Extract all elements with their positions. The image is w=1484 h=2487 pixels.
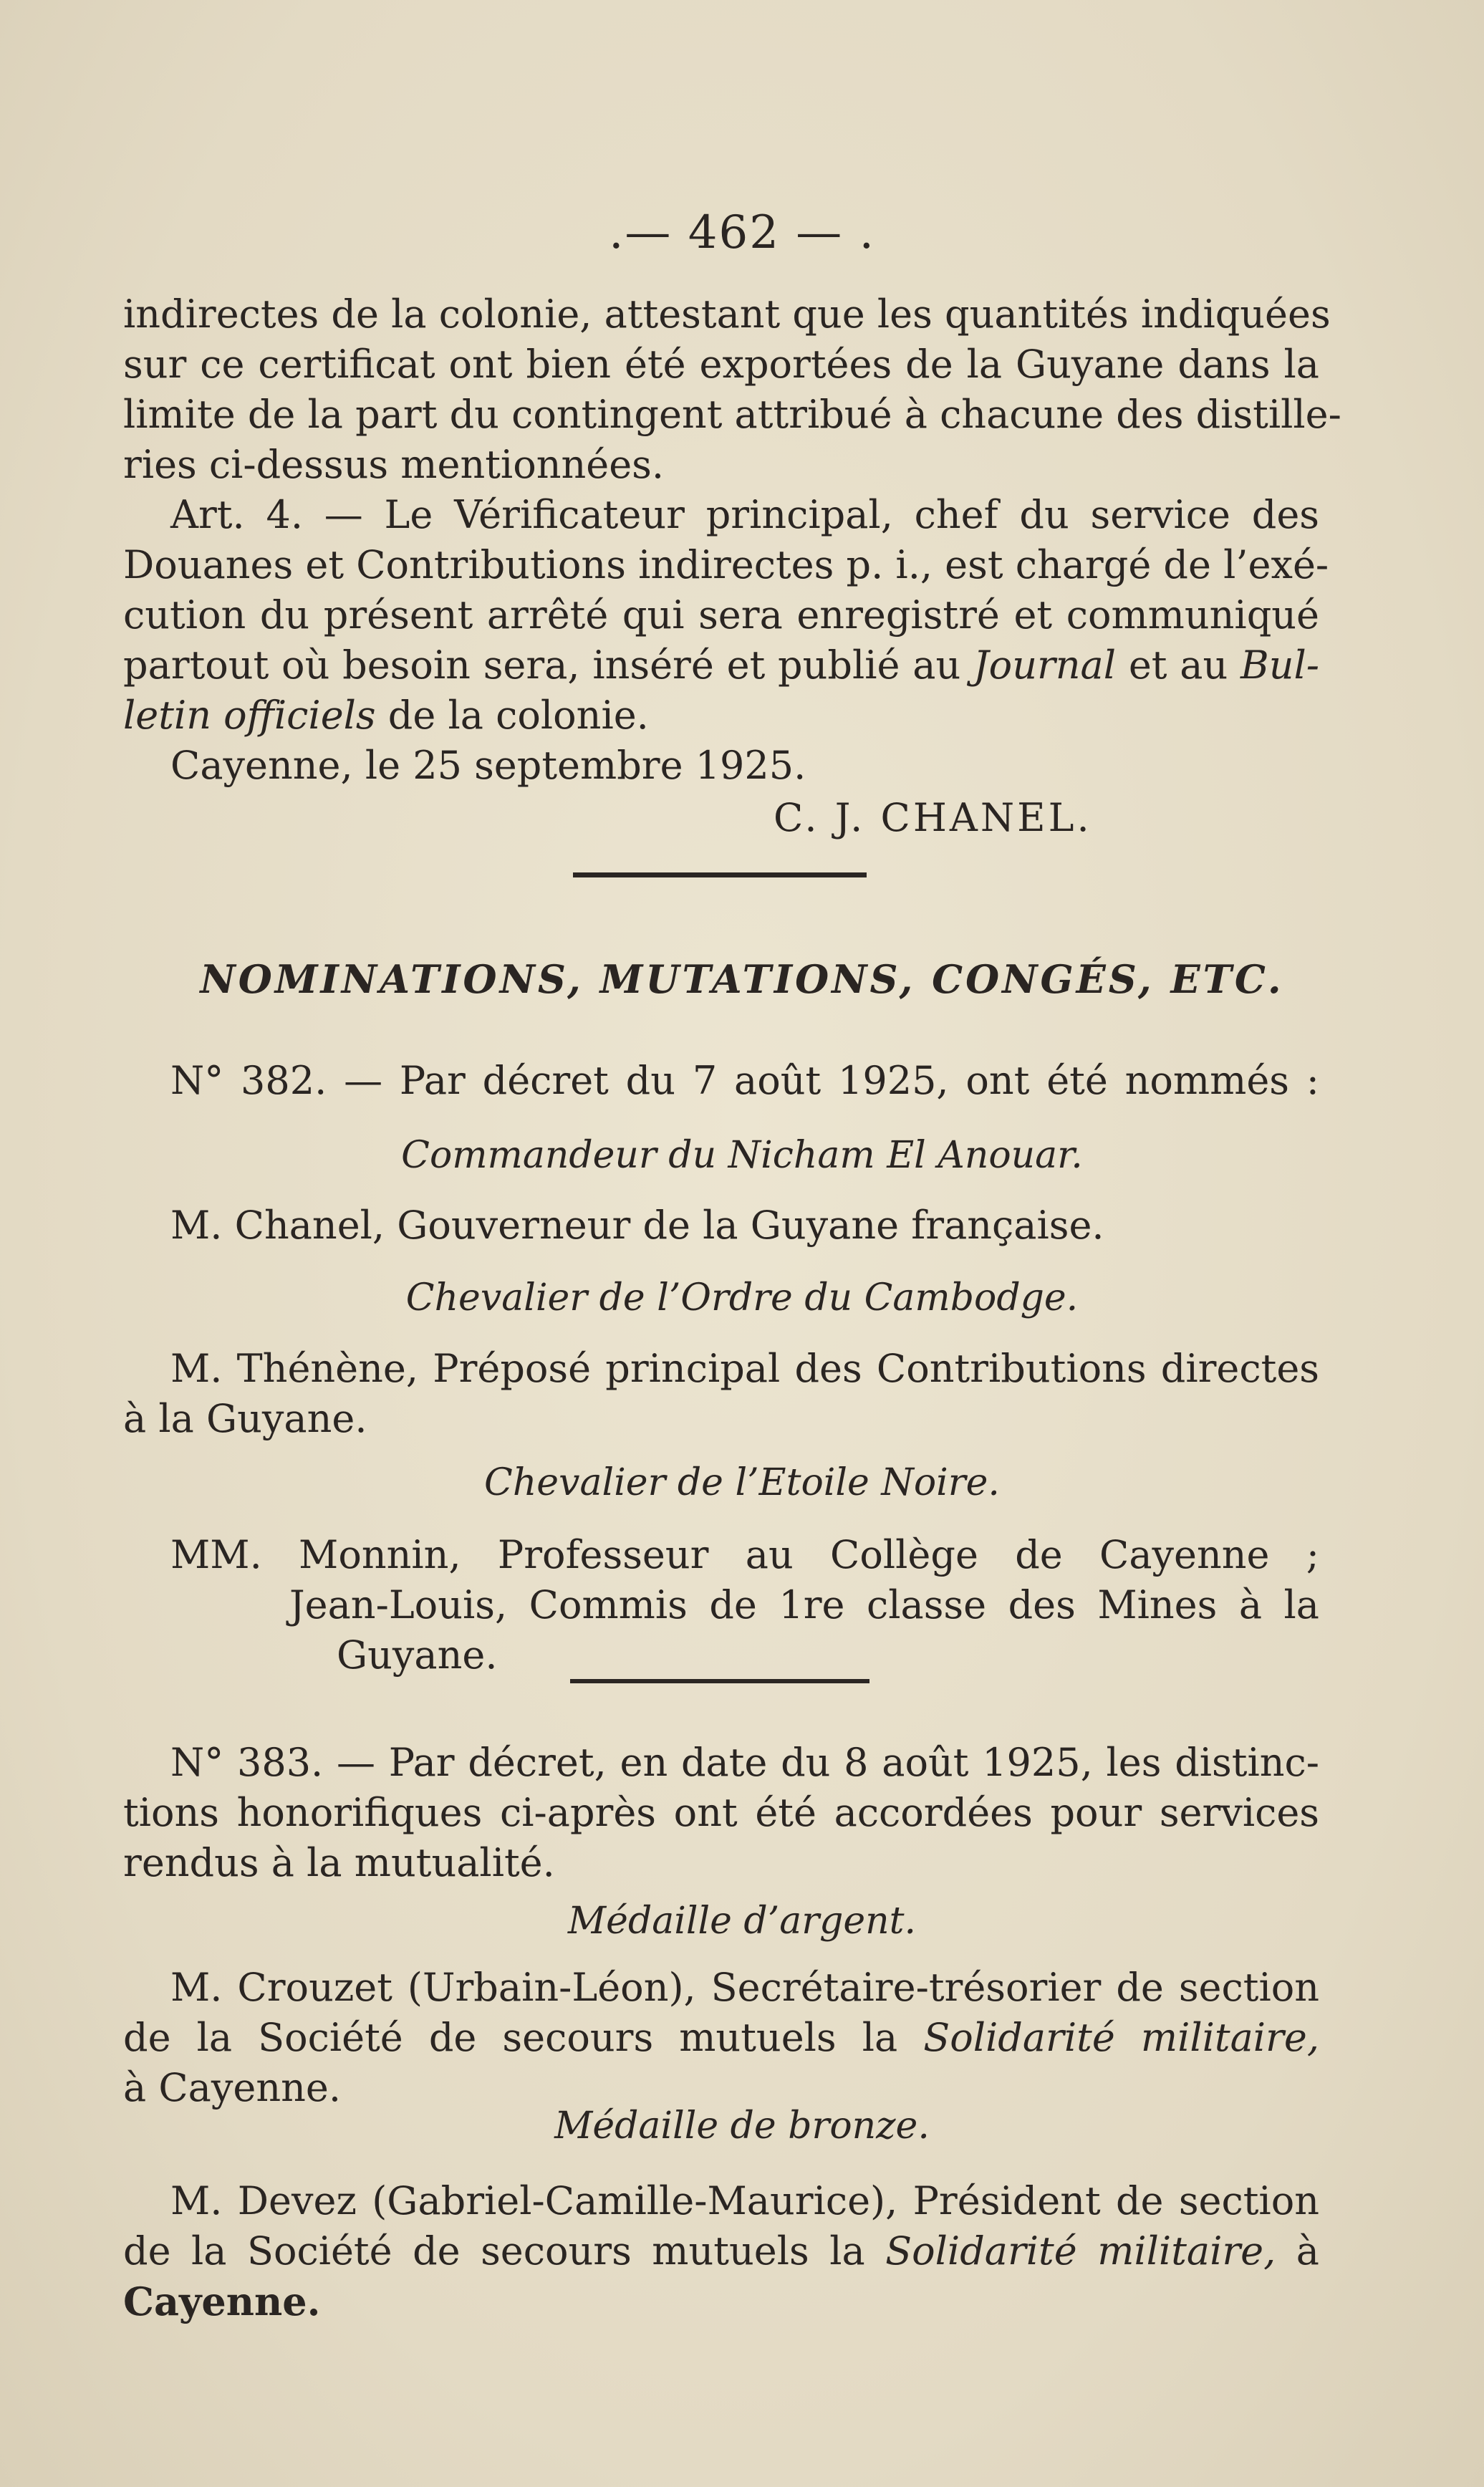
decree-383-intro [123,1738,1319,1888]
recipient-line [123,2013,1319,2063]
journal-italic: Journal [973,643,1117,688]
recipient-line: à Cayenne. [123,2065,342,2110]
place-date: Cayenne, le 25 septembre 1925. [170,743,806,788]
text-run: à [1276,2228,1319,2274]
section-title: NOMINATIONS, MUTATIONS, CONGÉS, ETC. [200,956,1284,1002]
text-line: limite de la part du contingent attribué à chacune des distille- [123,392,1341,437]
text-run: de la Société de secours mutuels la [123,2228,886,2274]
decree-382-intro [123,1056,1319,1106]
text-run: partout où besoin sera, inséré et publié au [123,643,974,688]
nominee-chanel [123,1201,1319,1251]
society-name-italic: Solidarité militaire, [885,2228,1276,2274]
article-4-line [123,640,1319,691]
award-heading: Commandeur du Nicham El Anouar. [401,1134,1083,1177]
article-4-line: Douanes et Contributions indirectes p. i., est chargé de l’exé- [123,542,1329,587]
article-4-line: Art. 4. — Le Vérificateur principal, chef du service des [170,492,1319,537]
recipient-line: Cayenne. [123,2279,321,2324]
nominees-mm [123,1530,1319,1680]
award-heading: Médaille d’argent. [567,1900,917,1943]
award-heading: Médaille de bronze. [554,2104,930,2147]
decree-intro: tions honorifiques ci-après ont été accordées pour services [123,1790,1319,1835]
award-heading: Chevalier de l’Etoile Noire. [484,1461,1000,1504]
text-line: ries ci-dessus mentionnées. [123,442,665,487]
nominee-thenene [123,1344,1319,1444]
society-name-italic: Solidarité militaire, [923,2015,1319,2060]
section-divider [573,872,867,877]
nominee-line: Guyane. [337,1632,498,1678]
recipient-line: M. Crouzet (Urbain-Léon), Secrétaire-trésorier de section [170,1965,1319,2010]
award-heading: Chevalier de l’Ordre du Cambodge. [405,1276,1079,1319]
text-run: de la Société de secours mutuels la [123,2015,924,2060]
nominee-line: M. Thénène, Préposé principal des Contributions directes [170,1346,1319,1391]
nominee-line: à la Guyane. [123,1396,367,1441]
prev-article-block [123,289,1341,791]
text-line: indirectes de la colonie, attestant que les quantités indiquées [123,292,1331,337]
bulletin-italic: Bul- [1240,643,1320,688]
signature: C. J. CHANEL. [774,795,1092,840]
recipient-line: M. Devez (Gabriel-Camille-Maurice), Président de section [170,2178,1319,2223]
nominee-line: M. Chanel, Gouverneur de la Guyane française. [170,1203,1104,1248]
decree-intro: N° 383. — Par décret, en date du 8 août 1925, les distinc- [170,1740,1319,1785]
decree-intro: rendus à la mutualité. [123,1840,555,1885]
text-run: de la colonie. [375,693,649,738]
decree-intro: N° 382. — Par décret du 7 août 1925, ont été nommés : [170,1058,1319,1103]
recipient-line [123,2226,1319,2276]
recipient-devez [123,2176,1319,2327]
recipient-crouzet [123,1963,1319,2113]
page-number: .— 462 — . [609,206,875,259]
nominee-line: MM. Monnin, Professeur au Collège de Cayenne ; [170,1532,1319,1577]
article-4-line: cution du présent arrêté qui sera enregistré et communiqué [123,592,1319,638]
bulletin-italic: letin officiels [123,693,376,738]
article-4-line [123,691,1319,741]
nominee-line: Jean-Louis, Commis de 1re classe des Mines à la [289,1582,1319,1627]
text-line: sur ce certificat ont bien été exportées de la Guyane dans la [123,342,1319,387]
section-divider [570,1679,869,1683]
text-run: et au [1116,643,1241,688]
